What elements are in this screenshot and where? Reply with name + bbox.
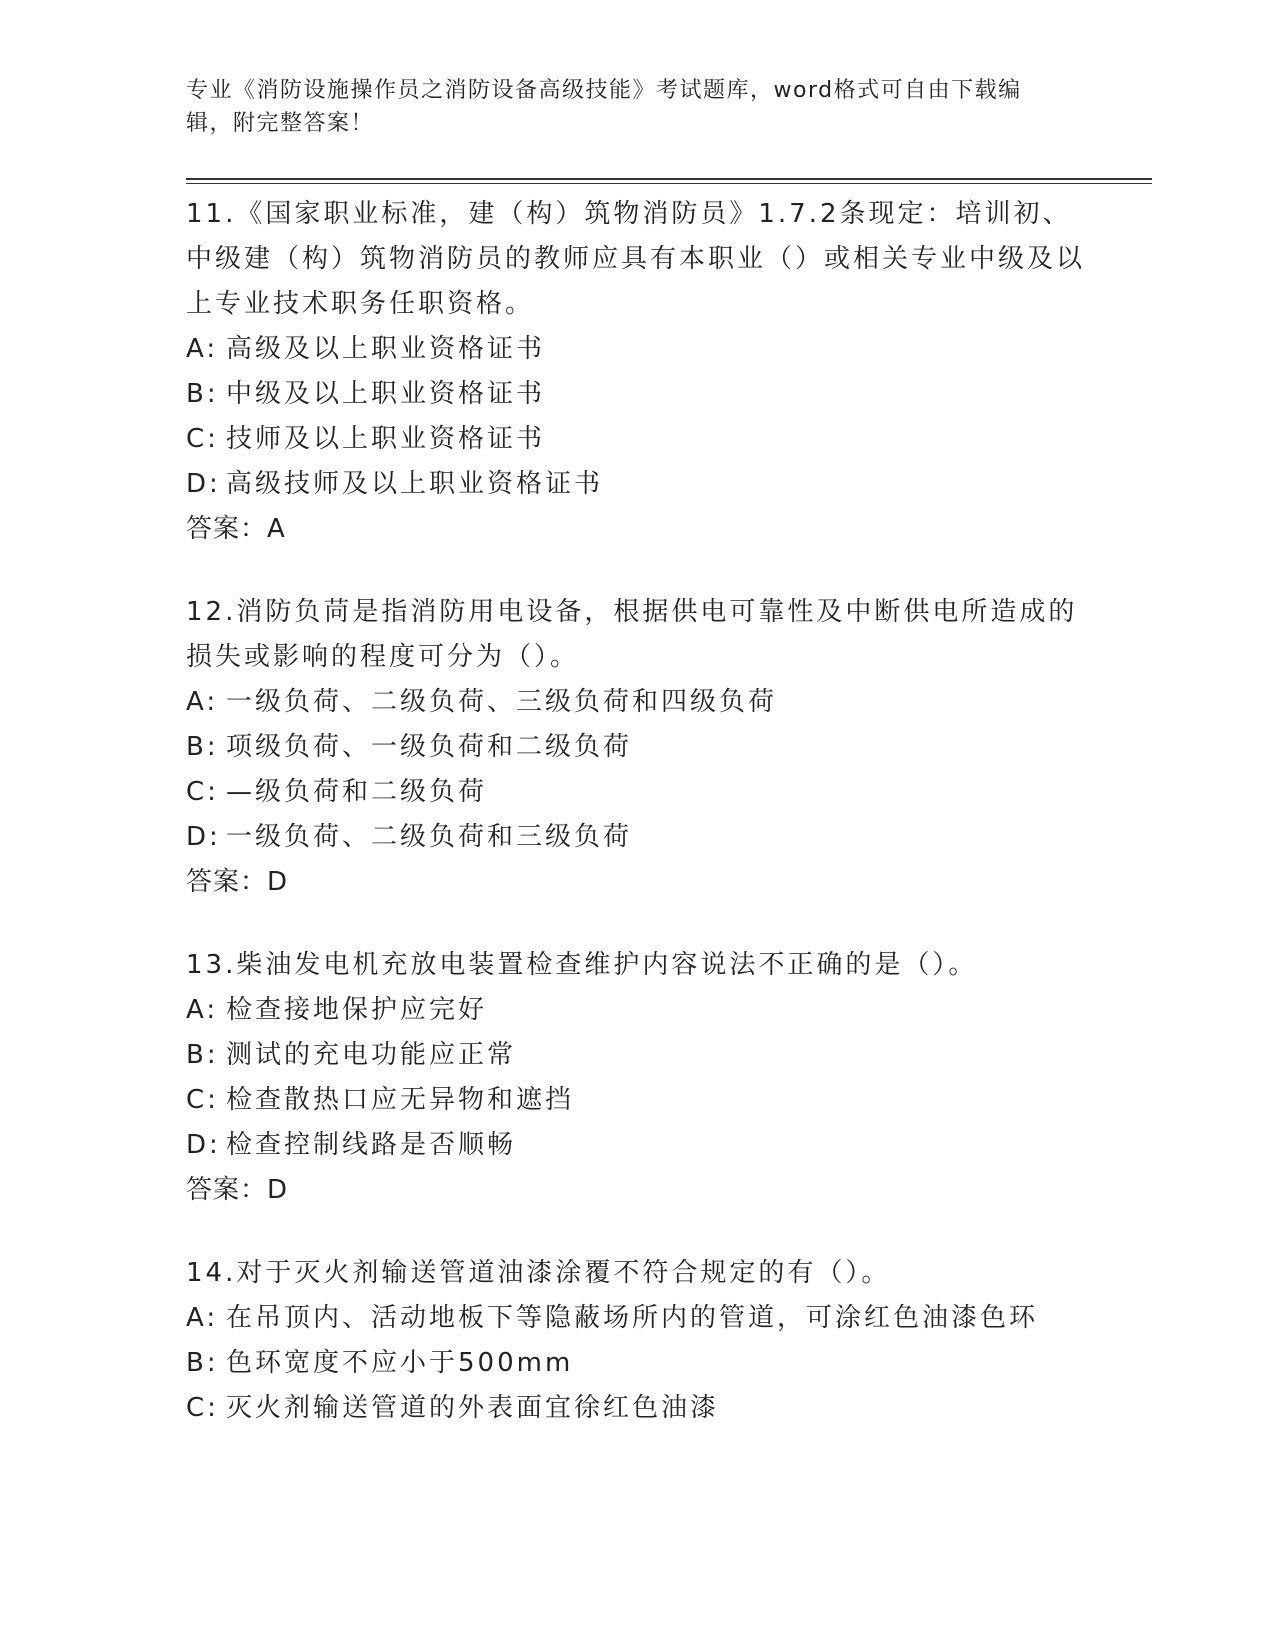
option-letter: C: xyxy=(186,424,219,454)
option-a xyxy=(186,1296,1086,1341)
question-stem: 11.《国家职业标准，建（构）筑物消防员》1.7.2条现定：培训初、中级建（构）筑物消防员的教师应具有本职业（）或相关专业中级及以上专业技术职务任职资格。 xyxy=(186,199,1086,319)
option-a xyxy=(186,327,1086,372)
option-letter: A: xyxy=(186,1303,219,1333)
option-text: 一级负荷、二级负荷、三级负荷和四级负荷 xyxy=(226,687,778,717)
question-13 xyxy=(186,943,1086,1213)
option-letter: B: xyxy=(186,379,219,409)
option-letter: D: xyxy=(186,822,221,852)
option-d xyxy=(186,1123,1086,1168)
option-text: 色环宽度不应小于500mm xyxy=(226,1348,574,1378)
option-a xyxy=(186,988,1086,1033)
question-11 xyxy=(186,192,1086,552)
option-letter: D: xyxy=(186,469,221,499)
option-letter: A: xyxy=(186,334,219,364)
option-b xyxy=(186,725,1086,770)
header-divider-thin xyxy=(186,183,1152,184)
option-letter: B: xyxy=(186,732,219,762)
option-text: 在吊顶内、活动地板下等隐蔽场所内的管道，可涂红色油漆色环 xyxy=(226,1303,1039,1333)
option-text: 高级及以上职业资格证书 xyxy=(226,334,546,364)
question-stem: 13.柴油发电机充放电装置检查维护内容说法不正确的是（）。 xyxy=(186,950,978,980)
option-text: 检查控制线路是否顺畅 xyxy=(226,1130,517,1160)
option-b xyxy=(186,1341,1086,1386)
option-text: 中级及以上职业资格证书 xyxy=(226,379,546,409)
option-letter: A: xyxy=(186,687,219,717)
option-c xyxy=(186,1386,1086,1431)
option-letter: A: xyxy=(186,995,219,1025)
option-letter: C: xyxy=(186,1085,219,1115)
question-stem: 14.对于灭火剂输送管道油漆涂覆不符合规定的有（）。 xyxy=(186,1258,891,1288)
option-letter: B: xyxy=(186,1348,219,1378)
option-text: 一级负荷、二级负荷和三级负荷 xyxy=(226,822,633,852)
header-divider xyxy=(186,178,1152,180)
document-header: 专业《消防设施操作员之消防设备高级技能》考试题库，word格式可自由下载编辑，附完整答案！ xyxy=(186,78,1022,136)
option-text: 检查接地保护应完好 xyxy=(226,995,488,1025)
option-text: 高级技师及以上职业资格证书 xyxy=(226,469,604,499)
option-letter: C: xyxy=(186,1393,219,1423)
question-stem: 12.消防负苘是指消防用电设备，根据供电可靠性及中断供电所造成的损失或影响的程度可分为（）。 xyxy=(186,597,1078,672)
option-b xyxy=(186,1033,1086,1078)
option-text: 技师及以上职业资格证书 xyxy=(226,424,546,454)
option-letter: D: xyxy=(186,1130,221,1160)
option-d xyxy=(186,462,1086,507)
option-letter: C: xyxy=(186,777,219,807)
answer-line: 答案：D xyxy=(186,1175,289,1205)
option-c xyxy=(186,770,1086,815)
option-text: 项级负荷、一级负荷和二级负荷 xyxy=(226,732,633,762)
answer-line: 答案：D xyxy=(186,867,289,897)
option-c xyxy=(186,417,1086,462)
question-14 xyxy=(186,1251,1086,1431)
option-a xyxy=(186,680,1086,725)
answer-line: 答案：A xyxy=(186,514,286,544)
option-letter: B: xyxy=(186,1040,219,1070)
option-text: —级负荷和二级负荷 xyxy=(226,777,488,807)
option-d xyxy=(186,815,1086,860)
option-b xyxy=(186,372,1086,417)
option-text: 测试的充电功能应正常 xyxy=(226,1040,517,1070)
option-text: 灭火剂输送管道的外表面宜徐红色油漆 xyxy=(226,1393,720,1423)
option-text: 检查散热口应无异物和遮挡 xyxy=(226,1085,575,1115)
question-12 xyxy=(186,590,1086,905)
option-c xyxy=(186,1078,1086,1123)
question-list xyxy=(186,192,1086,1469)
